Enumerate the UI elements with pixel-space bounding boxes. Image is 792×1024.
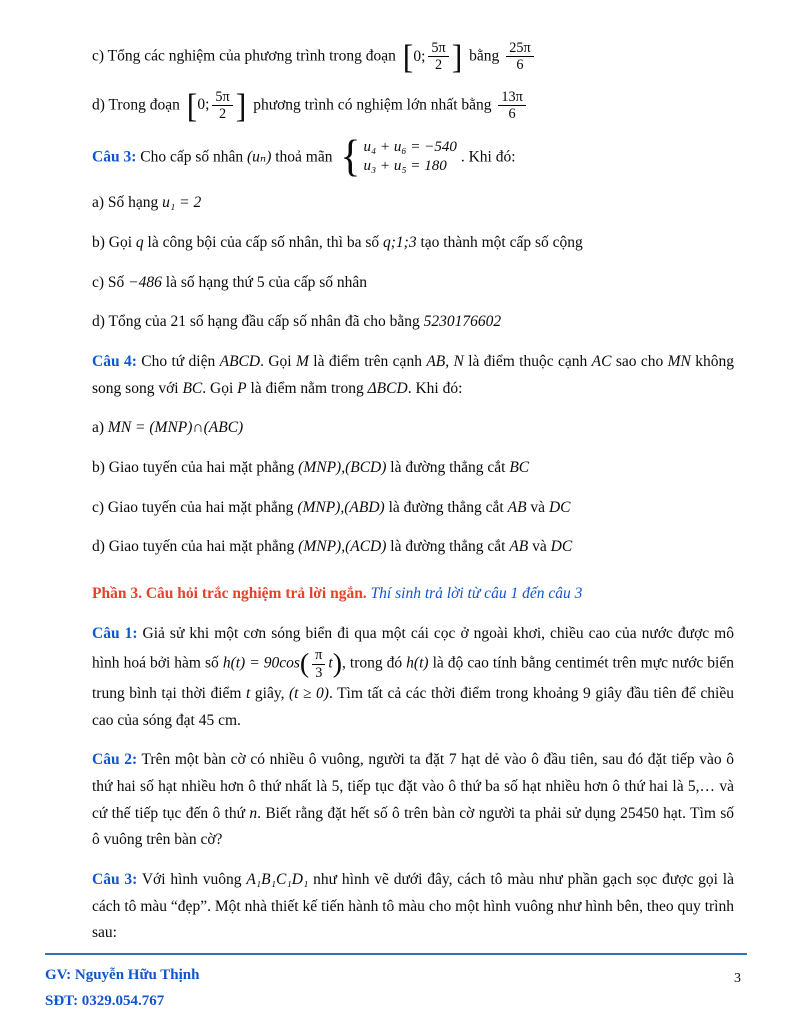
math-expression: DC [548, 498, 571, 516]
numerator: 5π [428, 40, 448, 57]
math-expression: AB [509, 538, 529, 556]
denominator: 3 [315, 664, 323, 681]
phone-number: SĐT: 0329.054.767 [45, 992, 165, 1009]
denominator: 6 [508, 106, 516, 123]
text: là công bội của cấp số nhân, thì ba số [143, 233, 383, 251]
left-bracket: [ [186, 86, 198, 125]
text: là đường thẳng cắt [386, 538, 510, 556]
numerator: 13π [498, 89, 525, 106]
text: . Khi đó: [407, 379, 463, 397]
question-label: Câu 3: [92, 870, 138, 888]
math-expression: (MNP),(BCD) [298, 458, 387, 476]
math-expression: q [135, 233, 144, 251]
math-expression: BC [509, 458, 530, 476]
math-expression: AC [591, 352, 612, 370]
right-bracket: ] [235, 86, 247, 125]
text: , trong đó [341, 654, 407, 672]
math-expression: h(t) = 90cos [222, 654, 300, 672]
text: tạo thành một cấp số cộng [416, 233, 583, 251]
fraction [212, 89, 232, 123]
math-sequence-symbol: (uₙ) [247, 148, 272, 165]
math-expression: MN [667, 352, 691, 370]
math-expression: A₁B₁C₁D₁ [246, 870, 309, 888]
question-4-item-c [92, 495, 734, 522]
numerator: π [312, 647, 325, 664]
text: Với hình vuông [137, 870, 247, 888]
text: là đường thẳng cắt [386, 458, 510, 476]
question-label: Câu 3: [92, 148, 137, 165]
math-expression: u₁ = 2 [162, 194, 202, 212]
text: d) Trong đoạn [92, 96, 184, 114]
text: . Gọi [260, 352, 296, 370]
denominator: 2 [434, 57, 443, 74]
math-expression: AB, N [426, 352, 464, 370]
statement-item-d [92, 86, 734, 125]
text: là độ cao tính bằng centimét trên mực nước biển trung bình tại thời điểm [92, 654, 734, 702]
math-expression: t [328, 654, 333, 672]
page-number: 3 [734, 970, 741, 986]
question-3-item-b [92, 230, 734, 257]
page-footer [45, 953, 747, 1015]
interval-lower: 0; [197, 96, 210, 114]
text: không song song với [92, 352, 735, 397]
math-expression: 5230176602 [423, 313, 502, 331]
section-3-heading [92, 581, 734, 608]
question-4-item-b [92, 455, 734, 482]
text: . Biết rằng đặt hết số ô trên bàn cờ người ta phải sử dụng 25450 hạt. Tìm số ô vuông trên bàn cờ? [92, 804, 735, 849]
text: là điểm thuộc cạnh [463, 352, 592, 370]
question-3-item-c [92, 270, 734, 297]
text: a) Số hạng [92, 194, 163, 212]
text: là đường thẳng cắt [384, 498, 508, 516]
text: . Khi đó: [460, 148, 516, 165]
fraction [312, 647, 325, 681]
math-expression: h(t) [406, 654, 429, 672]
question-label: Câu 4: [92, 352, 137, 370]
text: là số hạng thứ 5 của cấp số nhân [161, 273, 368, 291]
text: phương trình có nghiệm lớn nhất bằng [249, 96, 496, 114]
part3-question-3 [92, 867, 734, 947]
text: b) Giao tuyến của hai mặt phẳng [92, 458, 299, 476]
math-expression: q;1;3 [383, 233, 417, 251]
fraction [506, 40, 533, 74]
question-4-header [92, 349, 734, 402]
question-label: Câu 1: [92, 624, 138, 642]
equation-system [340, 132, 457, 181]
text: Cho cấp số nhân [136, 148, 247, 165]
question-4-item-a [92, 415, 734, 442]
equation-2: u₃ + u₅ = 180 [363, 158, 447, 175]
part3-question-1 [92, 621, 734, 735]
text: c) Giao tuyến của hai mặt phẳng [92, 498, 298, 516]
question-3-item-d [92, 309, 734, 336]
right-paren: ) [332, 648, 342, 680]
fraction [498, 89, 525, 123]
text: d) Tổng của 21 số hạng đầu cấp số nhân đã cho bằng [92, 313, 424, 331]
math-expression: P [237, 379, 247, 397]
math-expression: −486 [128, 273, 162, 291]
math-expression: ΔBCD [367, 379, 408, 397]
text: Giả sử khi một cơn sóng biển đi qua một cái cọc ở ngoài khơi, chiều cao của nước được mô hình hoá bởi hàm số [92, 624, 734, 672]
fraction [428, 40, 448, 74]
math-expression: ABCD [219, 352, 261, 370]
text: sao cho [611, 352, 668, 370]
numerator: 5π [212, 89, 232, 106]
section-title: Phần 3. Câu hỏi trắc nghiệm trả lời ngắn. [92, 584, 367, 602]
interval-notation [402, 37, 463, 76]
text: thoả mãn [271, 148, 337, 165]
math-expression: (t ≥ 0) [288, 684, 329, 702]
text: bằng [465, 47, 504, 65]
interval-lower: 0; [413, 47, 426, 65]
right-bracket: ] [451, 37, 463, 76]
math-expression: t [246, 684, 251, 702]
left-bracket: [ [402, 37, 414, 76]
question-label: Câu 2: [92, 751, 138, 769]
left-brace: { [340, 132, 361, 181]
equation-1: u₄ + u₆ = −540 [363, 138, 457, 155]
numerator: 25π [506, 40, 533, 57]
math-expression: MN = (MNP)∩(ABC) [107, 419, 244, 437]
math-expression: DC [550, 538, 573, 556]
question-4-item-d [92, 534, 734, 561]
text: a) [92, 419, 108, 437]
math-expression: BC [182, 379, 203, 397]
math-expression: n [249, 804, 258, 822]
math-expression: (MNP),(ACD) [298, 538, 387, 556]
text: c) Tổng các nghiệm của phương trình trong đoạn [92, 47, 400, 65]
text: b) Gọi [92, 233, 136, 251]
text: Trên một bàn cờ có nhiều ô vuông, người ta đặt 7 hạt dẻ vào ô đầu tiên, sau đó đặt tiếp vào ô thứ hai số hạt nhiều hơn ô thứ nhất là 5, tiếp tục đặt vào ô thứ ba số hạt nhiều hơn ô thứ hai là 5,… và cứ thế tiếp tục đến ô thứ [92, 751, 734, 822]
denominator: 6 [516, 57, 524, 74]
section-instruction: Thí sinh trả lời từ câu 1 đến câu 3 [366, 584, 583, 602]
text: Cho tứ diện [136, 352, 220, 370]
text: là điểm trên cạnh [308, 352, 427, 370]
text: và [526, 498, 549, 516]
text: là điểm nằm trong [246, 379, 368, 397]
text: . Gọi [202, 379, 238, 397]
statement-item-c [92, 37, 734, 76]
question-3-header [92, 132, 734, 181]
text: c) Số [92, 273, 129, 291]
text: và [528, 538, 551, 556]
math-expression: AB [507, 498, 527, 516]
denominator: 2 [218, 106, 227, 123]
question-3-item-a [92, 190, 734, 217]
part3-question-2 [92, 747, 734, 854]
teacher-name: GV: Nguyễn Hữu Thịnh [45, 966, 200, 983]
text: . Tìm tất cả các thời điểm trong khoảng 9 giây đầu tiên để chiều cao của sóng đạt 45 cm. [92, 684, 734, 729]
text: như hình vẽ dưới đây, cách tô màu như phần gạch sọc được gọi là cách tô màu “đẹp”. Một nhà thiết kế tiến hành tô màu cho một hình vuông như hình bên, theo quy trình sau: [92, 870, 734, 942]
math-expression: (MNP),(ABD) [297, 498, 385, 516]
math-expression: M [295, 352, 309, 370]
interval-notation [186, 86, 247, 125]
left-paren: ( [299, 648, 310, 680]
text: d) Giao tuyến của hai mặt phẳng [92, 538, 299, 556]
text: giây, [250, 684, 289, 702]
